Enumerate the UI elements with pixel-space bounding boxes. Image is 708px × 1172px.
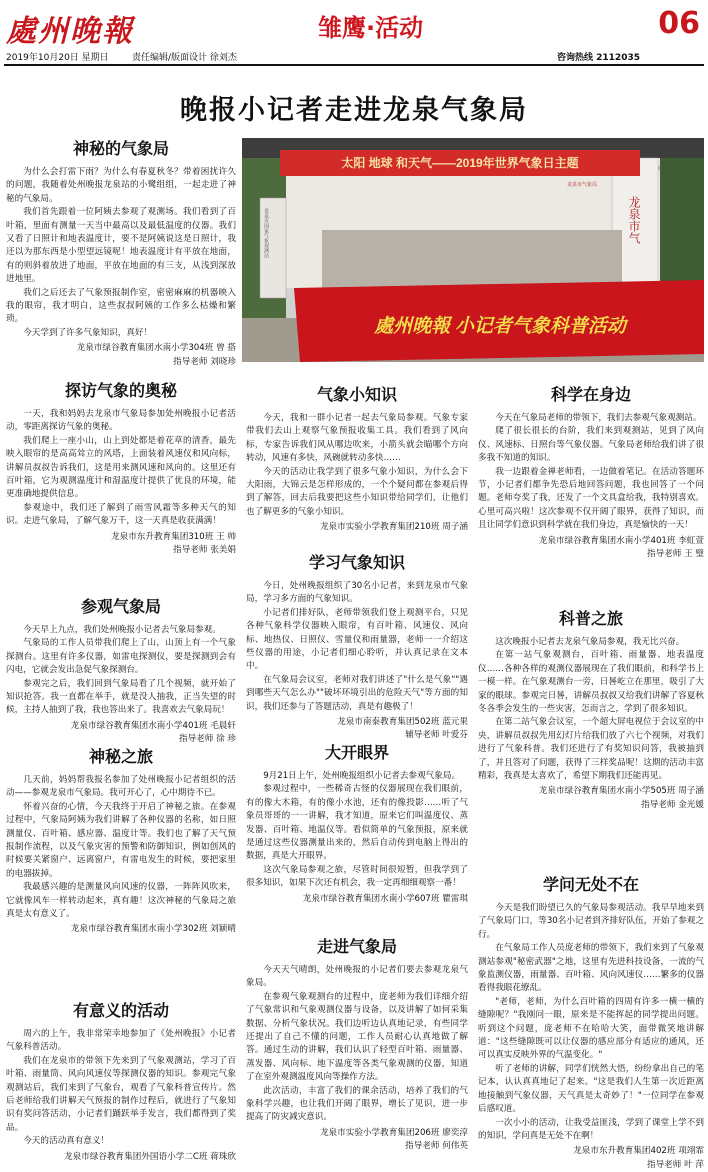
article-title: 探访气象的奥秘 [64, 381, 177, 400]
teacher-credit: 指导老师 刘晓珍 [173, 356, 236, 367]
section-title: 雏鹰·活动 [318, 14, 424, 42]
article-title: 大开眼界 [324, 743, 389, 762]
paragraph: 我们爬上一座小山，山上到处都是着花草的清香，最先映入眼帘的是高高耸立的风塔，上面装着风速仪和风向标，讲解员叔叔告诉我们，这是用来测风速和风向的。这里还有百叶箱，它为观测温度计和湿温度计提供了优良的环境，能更准确地提供信息。 [6, 435, 236, 500]
photo-left-sign: 龙泉市国家气象观测站 [263, 208, 269, 258]
article-9 [246, 936, 468, 1158]
divider [4, 64, 704, 66]
article-5 [6, 1000, 236, 1162]
teacher-credit: 辅导老师 叶爱芬 [405, 730, 468, 741]
paragraph: 一天，我和妈妈去龙泉市气象局参加处州晚报小记者活动，零距离探访气象的奥秘。 [6, 409, 236, 433]
article-title: 气象小知识 [316, 385, 397, 404]
paragraph: 几天前，妈妈帮我报名参加了处州晚报小记者组织的活动——参观龙泉市气象局。我可开心了，心中期待不已。 [6, 775, 236, 799]
teacher-credit: 指导老师 何伟英 [405, 1141, 468, 1152]
paragraph: 怀着兴奋的心情，今天我终于开启了神秘之旅。在参观过程中，气象局阿姨为我们讲解了各种仪器的名称，如日照测量仪、百叶箱、感应器、温度计等。我们也了解了天气预报制作流程，以及气象灾害的预警和防御知识，例如创风的时候要关紧窗户、远离窗户，有雷电发生的时候，要把家里的电器拔掉。 [6, 801, 236, 879]
article-11 [478, 608, 704, 862]
article-8 [246, 742, 468, 918]
article-title: 神秘之旅 [88, 747, 153, 766]
paragraph: 周六的上午，我非常荣幸地参加了《处州晚报》小记者气象科普活动。 [6, 1029, 236, 1053]
group-photo [242, 138, 704, 362]
paragraph: 这次气象局参观之旅，尽管时间很短暂，但我学到了很多知识，如果下次还有机会，我一定再细细观察一番！ [246, 864, 468, 889]
photo-banner-sub: 龙泉市气象局 [566, 182, 598, 188]
article-1 [6, 138, 236, 366]
paragraph: 在气象局工作人员庞老师的带领下，我们来到了气象观测站参观"秘密武器"之地，这里有先进科技设备，一流的气象监测仪器，雨量器、百叶箱、风向风速仪……繁多的仪器看得我眼花缭乱。 [478, 943, 704, 994]
teacher-credit: 指导老师 徐 珍 [178, 734, 236, 745]
byline: 龙泉市绿谷教育集团水南小学505班 周子涵 [538, 786, 704, 797]
article-12 [478, 874, 704, 1170]
paragraph: 参观过程中，一些稀奇古怪的仪器展现在我们眼前，有的像大木箱，有的像小水池，还有的像投影……听了气象员哥哥的一一讲解，我才知道，原来它们叫温度仪、蒸发器、百叶箱、地温仪等。看似简单的气象预报，原来就是通过这些仪器测量出来的，然后自动传到电脑上得出的数据，真是大开眼界。 [246, 784, 468, 862]
paragraph: 今天天气晴朗，处州晚报的小记者们要去参观龙泉气象局。 [246, 965, 468, 989]
paragraph: 我一边跟着金禅老师看，一边做着笔记。在活动答题环节，小记者们都争先恐后地回答问题，我也回答了一个问题。老师夸奖了我，还发了一个文具盒给我，我特别喜欢。心里可高兴啦！这次参观不仅开阔了眼界，获得了知识，而且让同学们意识到科学就在我们身边，真是愉快的一天！ [478, 466, 704, 531]
byline: 龙泉市绿谷教育集团水南小学401班 李虹萱 [538, 535, 704, 546]
info-bar [0, 50, 708, 64]
byline: 龙泉市东升教育集团402班 项翊霏 [573, 1146, 704, 1157]
article-2 [6, 380, 236, 590]
article-3 [6, 596, 236, 745]
byline: 龙泉市东升教育集团310班 王 帅 [111, 531, 236, 542]
paragraph: 今天，我和一群小记者一起去气象局参观。气象专家带我们去山上观察气象预报收集工具。我们看到了风向标，专家告诉我们风从哪边吹来，小箭头就会瞄哪个方向转动，风速有多快，风碗就转动多快…… [246, 413, 468, 464]
paragraph: 今天学到了许多气象知识，真好！ [23, 327, 153, 338]
paragraph: 参观途中，我们还了解到了雨雪风霜等多种天气的知识。走进气象局，了解气象万千，这一天真是收获满满！ [6, 502, 236, 527]
paragraph: 小记者们排好队，老师带领我们登上观测平台，只见各种气象科学仪器映入眼帘，有百叶箱、风速仪、风向标、地热仪、日照仪、雪量仪和雨量器，老师一一介绍这些仪器的用途，小记者们细心聆听，并认真记录在文本中。 [246, 607, 468, 672]
paragraph: 今天在气象局老师的带领下，我们去参观气象观测站。 [495, 413, 702, 423]
article-4 [6, 746, 236, 984]
newspaper-logo: 處州晚報 [6, 14, 134, 49]
paragraph: "老师，老师，为什么百叶箱的四周有许多一横一横的缝隙呢？"我刚问一眼，原来是不能挥起的同学提出问题。听到这个问题，庞老师不在哈哈大笑，面带微笑地讲解道："这些缝隙既可以让仪器的感应部分有适应的通风，还可以真实反映外界的气温变化。" [478, 996, 704, 1061]
photo-pillar: 龙泉市气 [627, 196, 641, 244]
paragraph: 参观完之后，我们回到气象局看了几个视频，就开始了知识抢答。我一直都在举手，就是没人抽我，正当失望的时候，主持人抽到了我，我也答出来了。我喜欢去气象局玩！ [6, 678, 236, 716]
article-6 [246, 384, 468, 550]
paragraph: 爬了很长很长的台阶，我们来到观测站，见到了风向仪、风速标、日照台等气象仪器。气象局老师给我们讲了很多我不知道的知识。 [478, 426, 704, 464]
paragraph: 在第二站气象会议室，一个超大屏电视位于会议室的中央，讲解员叔叔先用幻灯片给我们放了六七个视频，对我们进行了气象科普。我们还进行了有奖知识问答，我被抽到了，并且答对了问题，获得了三样奖品呢！这期的活动丰富精彩，我真是太喜欢了，希望下期我们还能再见。 [478, 717, 704, 782]
editor-credit: 责任编辑/版面设计 徐刘杰 [132, 53, 237, 63]
hotline: 咨询热线 2112035 [557, 53, 640, 63]
article-7 [246, 552, 468, 741]
issue-date: 2019年10月20日 星期日 [6, 53, 109, 63]
article-title: 参观气象局 [80, 597, 161, 616]
photo-banner: 太阳 地球 和天气——2019年世界气象日主题 [341, 156, 579, 170]
byline: 龙泉市绿谷教育集团水南小学607班 瞿雷琪 [302, 893, 468, 904]
article-title: 科学在身边 [550, 385, 631, 404]
teacher-credit: 指导老师 王 璧 [646, 549, 704, 560]
paragraph: 今天早上九点，我们处州晚报小记者去气象局参观。 [23, 625, 221, 635]
teacher-credit: 指导老师 张美娟 [173, 545, 236, 556]
article-title: 科普之旅 [558, 609, 623, 628]
photo-flag-text: 處州晚報 小记者气象科普活动 [374, 316, 626, 337]
paragraph: 今天的活动让我学到了很多气象小知识，为什么会下大阳雨，大锦云是怎样形成的，一个个疑问都在参观后得到了解答，回去后我要把这些小知识带给同学们，让他们也了解更多的气象小知识。 [246, 466, 468, 517]
paragraph: 今天的活动真有意义！ [23, 1136, 110, 1147]
paragraph: 我们首先跟着一位阿姨去参观了观测场。我们看到了百叶箱，里面有测量一天当中最高以及最低温度的仪器。我们又看了日照计和地表温度计，要不是阿姨说这是日照计，我还以为那东西是小型望远镜呢！地表温度计有平放在地面，有的则斜着放进了地面，平放在地面的有三支，从浅到深放进地里。 [6, 207, 236, 285]
byline: 龙泉市实验小学教育集团206班 廖奕淳 [319, 1127, 468, 1138]
article-10 [478, 384, 704, 600]
byline: 龙泉市绿谷教育集团水南小学302班 刘颖晴 [70, 924, 236, 935]
masthead [0, 0, 708, 52]
paragraph: 今日，处州晚报组织了30名小记者，来到龙泉市气象局，学习多方面的气象知识。 [246, 581, 468, 605]
paragraph: 一次小小的活动，让我受益匪浅，学到了课堂上学不到的知识，学问真是无处不在啊！ [478, 1117, 704, 1141]
paragraph: 这次晚报小记者去龙泉气象局参观，我无比兴奋。 [495, 637, 685, 647]
paragraph: 在气象局会议室，老师对我们讲述了"什么是气象""遇到哪些天气怎么办""破坏环境引出的危险天气"等方面的知识，我们还参与了答题活动，真是有趣极了！ [246, 674, 468, 712]
paragraph: 我最感兴趣的是测量风向风速的仪器，一阵阵风吹来，它就像风车一样转动起来，真有趣！这次神秘的气象局之旅真是太有意义了。 [6, 882, 236, 920]
byline: 龙泉市实验小学教育集团210班 周子涵 [319, 522, 468, 533]
teacher-credit: 指导老师 金光媛 [641, 799, 704, 810]
byline: 龙泉市绿谷教育集团水南小学401班 毛晨轩 [70, 720, 236, 731]
teacher-credit: 指导老师 叶 萍 [646, 1159, 704, 1170]
article-title: 学问无处不在 [542, 875, 639, 894]
paragraph: 为什么会打雷下雨？为什么有春夏秋冬？带着困扰许久的问题，我随着处州晚报龙泉站的小鹭组组，一起走进了神秘的气象局。 [6, 167, 236, 204]
paragraph: 在参观气象观测台的过程中，庞老师为我们详细介绍了气象常识和气象观测仪器与设备，以及讲解了如何采集数据、分析气象状况。我们边听边认真地记录，有些同学还提出了自己不懂的问题，工作人员耐心认真地做了解答。通过生动的讲解，我们认识了轻型百叶箱、雨量器、蒸发器、风向标、地下温度等各类气象观测的仪器，知道了在室外观测温度风向等操作方法。 [246, 991, 468, 1083]
paragraph: 我们之后还去了气象预报制作室，密密麻麻的机器映入我的眼帘，我才明白，这些叔叔阿姨的工作多么枯燥和繁琐。 [6, 287, 236, 325]
byline: 龙泉市绿谷教育集团水南小学304班 曾 搭 [76, 343, 236, 354]
paragraph: 9月21日上午，处州晚报组织小记者去参观气象局。 [263, 771, 461, 781]
article-title: 有意义的活动 [72, 1001, 169, 1020]
article-title: 学习气象知识 [308, 553, 405, 572]
page-number: 06 [658, 6, 700, 41]
paragraph: 在第一站气象观测台，百叶箱、雨量器、地表温度仪……各种各样的观测仪器展现在了我们眼前，和科学书上一模一样。在气象观测台一旁，日晷屹立在那里，吸引了大家的眼球。参观完日晷，讲解员叔叔又给我们讲解了容夏秋冬各季会发生的一些灾害，怎而言之，学到了很多知识。 [478, 650, 704, 715]
byline: 龙泉市绿谷教育集团外国语小学二C班 蒋珠欣 [63, 1151, 236, 1162]
paragraph: 气象局的工作人员带我们爬上了山，山顶上有一个气象探测台。这里有许多仪器，如雷电探测仪，要是探测到会有闪电，它就会发出急促气象探测台。 [6, 638, 236, 676]
article-title: 走进气象局 [316, 937, 397, 956]
paragraph: 听了老师的讲解，同学们恍然大悟，纷纷拿出自己的笔记本，认认真真地记了起来。"这是我们人生第一次近距离地接触到气象仪器，天气真是太奇妙了！"一位同学在参观后感叹道。 [478, 1063, 704, 1115]
paragraph: 我们在龙泉市的带领下先来到了气象观测站，学习了百叶箱、雨量筒、风向风速仪等探测仪器的知识。参观完气象观测站后，我们来到了气象台，观看了气象科普宣传片。然后老师给我们讲解天气预报的制作过程后，就进行了气象知识有奖问答活动，小记者们踊跃举手发言，我们都得到了奖品。 [6, 1055, 236, 1133]
page-headline: 晚报小记者走进龙泉气象局 [180, 95, 528, 126]
article-title: 神秘的气象局 [72, 139, 169, 158]
paragraph: 此次活动，丰富了我们的课余活动，培养了我们的气象科学兴趣，也让我们开阔了眼界，增长了见识，进一步提高了防灾减灾意识。 [246, 1085, 468, 1123]
byline: 龙泉市南泰教育集团502班 蓝元果 [337, 717, 468, 728]
paragraph: 今天是我们盼望已久的气象局参观活动。我早早地来到了气象局门口，等30名小记者到齐排好队伍，开始了参观之行。 [478, 903, 704, 940]
